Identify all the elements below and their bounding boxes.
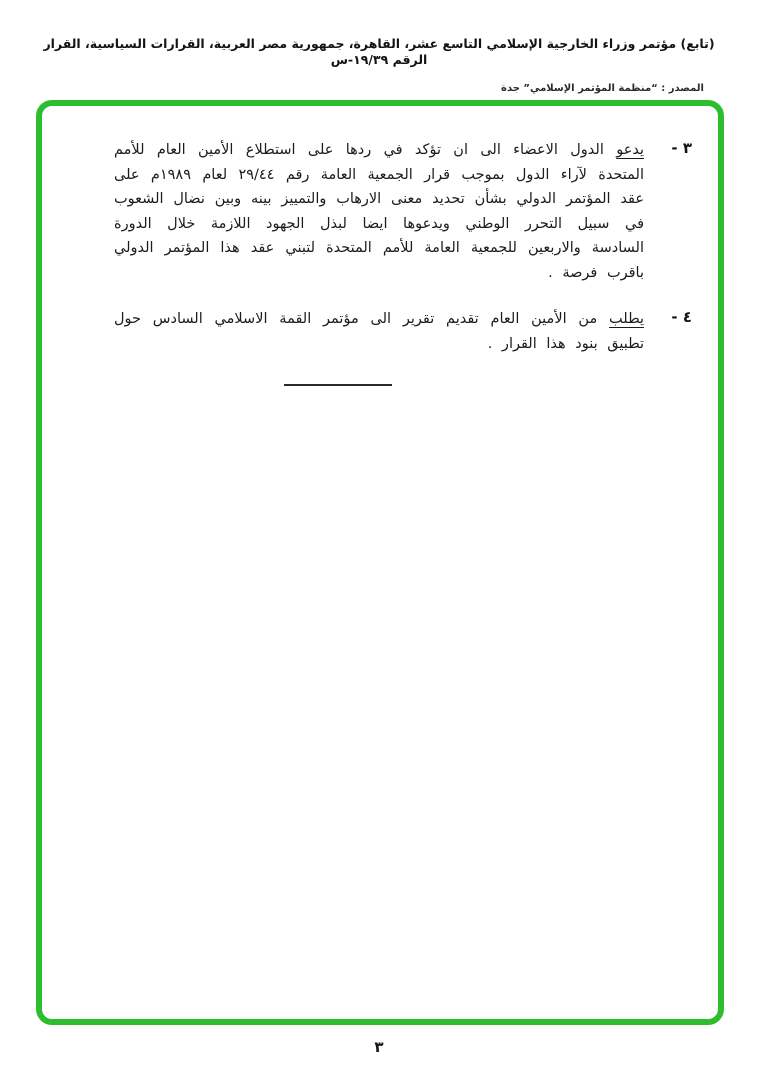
document-header <box>26 36 732 95</box>
resolution-item-number: ٣ - <box>671 139 692 157</box>
resolution-lead-word: يطلب <box>609 311 645 327</box>
section-divider <box>284 384 392 386</box>
document-source-line: المصدر : “منظمة المؤتمر الإسلامي” جدة <box>501 82 704 94</box>
document-header-title: (تابع) مؤتمر وزراء الخارجية الإسلامي التاسع عشر، القاهرة، جمهورية مصر العربية، القرارات السياسية، القرار الرقم ١٩/٣٩-س <box>43 36 715 68</box>
resolution-text <box>114 138 644 285</box>
green-border-frame <box>36 100 724 1025</box>
resolution-body-text: الدول الاعضاء الى ان تؤكد في ردها على استطلاع الأمين العام للأمم المتحدة لآراء الدول بموجب قرار الجمعية العامة رقم ٢٩/٤٤ لعام ١٩٨٩م على عقد المؤتمر الدولي بشأن تحديد معنى الارهاب والتمييز بينه وبين نضال الشعوب في سبيل التحرر الوطني ويدعوها ايضا لبذل الجهود اللازمة خلال الدورة السادسة والاربعين للجمعية العامة للأمم المتحدة لتبني عقد هذا المؤتمر الدولي باقرب فرصة . <box>114 142 644 281</box>
document-body <box>42 106 718 386</box>
resolution-item-number: ٤ - <box>671 308 692 326</box>
resolution-lead-word: يدعو <box>616 142 644 158</box>
resolution-item-3 <box>114 138 692 285</box>
resolution-item-4 <box>114 307 692 356</box>
page-number: ٣ <box>374 1038 384 1056</box>
resolution-body-text: من الأمين العام تقديم تقرير الى مؤتمر القمة الاسلامي السادس حول تطبيق بنود هذا القرار . <box>114 311 644 352</box>
resolution-text <box>114 307 644 356</box>
